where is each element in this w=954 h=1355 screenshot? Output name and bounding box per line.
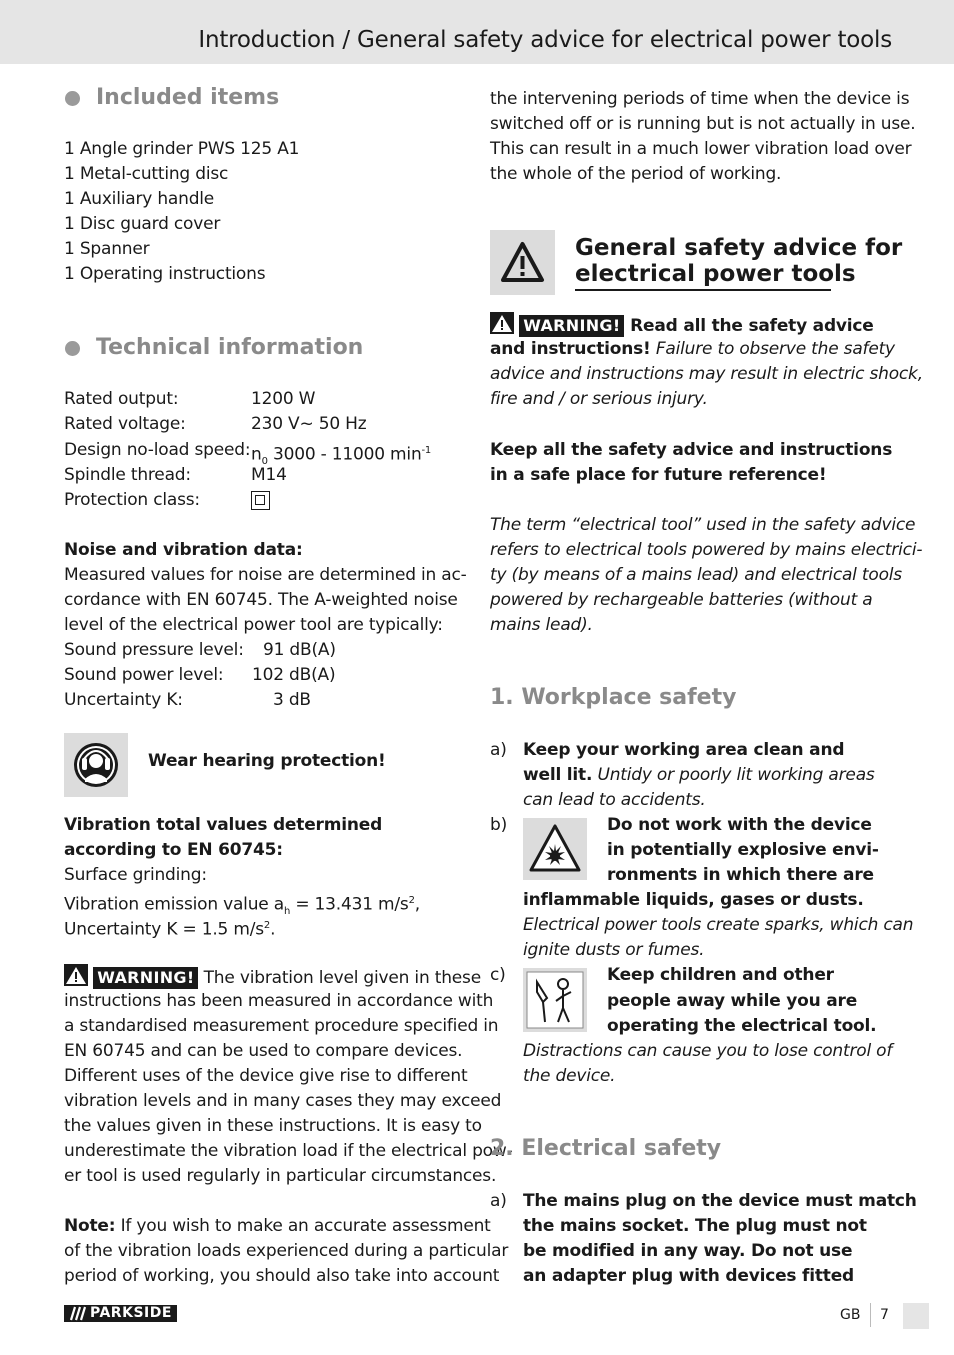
vibration-heading: Vibration total values determined — [64, 815, 383, 835]
heading-underline — [575, 289, 831, 291]
list-text: can lead to accidents. — [523, 790, 706, 810]
spec-label: Rated voltage: — [64, 414, 186, 434]
spec-value: 230 V~ 50 Hz — [251, 414, 367, 434]
spec-label: Protection class: — [64, 490, 200, 510]
list-text: ronments in which there are — [607, 865, 874, 885]
hearing-protection-icon — [64, 733, 128, 797]
list-text: in potentially explosive envi- — [607, 840, 879, 860]
noise-value: 91 dB(A) — [263, 640, 336, 660]
keep-advice-line: Keep all the safety advice and instructions — [490, 440, 893, 460]
list-text: be modified in any way. Do not use — [523, 1241, 853, 1261]
note-paragraph: Note: If you wish to make an accurate assessment — [64, 1216, 491, 1236]
intro-line: the whole of the period of working. — [490, 164, 782, 184]
workplace-safety-heading: 1. Workplace safety — [490, 685, 737, 710]
list-label: a) — [490, 740, 507, 760]
intro-line: This can result in a much lower vibration load over — [490, 139, 912, 159]
keep-advice-line: in a safe place for future reference! — [490, 465, 827, 485]
list-text: Distractions can cause you to lose control of — [523, 1041, 893, 1061]
list-text: Electrical power tools create sparks, which can — [523, 915, 914, 935]
note-line: of the vibration loads experienced during a particular — [64, 1241, 509, 1261]
included-item: 1 Spanner — [64, 239, 150, 259]
vibration-line: Vibration emission value $a_h = 13.431$ $m/s^2$, — [64, 894, 420, 918]
warning-label: WARNING! — [519, 315, 624, 337]
list-text: inflammable liquids, gases or dusts. — [523, 890, 864, 910]
noise-label: Sound pressure level: — [64, 640, 244, 660]
page-number: 7 — [880, 1307, 889, 1323]
warning-line: instructions has been measured in accordance with — [64, 991, 494, 1011]
warning-line: fire and / or serious injury. — [490, 389, 708, 409]
list-text: operating the electrical tool. — [607, 1016, 877, 1036]
warning-icon — [490, 312, 514, 334]
list-text: well lit. Untidy or poorly lit working areas — [523, 765, 875, 785]
list-text: The mains plug on the device must match — [523, 1191, 917, 1211]
general-safety-heading: electrical power tools — [575, 261, 856, 287]
warning-triangle-icon — [490, 230, 555, 295]
included-item: 1 Angle grinder PWS 125 A1 — [64, 139, 300, 159]
footer-tab — [903, 1303, 929, 1329]
included-item: 1 Auxiliary handle — [64, 189, 215, 209]
noise-value: 102 dB(A) — [252, 665, 336, 685]
list-text: Keep your working area clean and — [523, 740, 845, 760]
section-bullet — [65, 91, 80, 106]
warning-paragraph: WARNING! Read all the safety advice — [490, 312, 874, 339]
list-text: Keep children and other — [607, 965, 834, 985]
term-line: ty (by means of a mains lead) and electrical tools — [490, 565, 902, 585]
technical-info-heading: Technical information — [96, 335, 364, 360]
warning-line: Different uses of the device give rise to different — [64, 1066, 468, 1086]
explosion-hazard-icon — [523, 818, 587, 880]
noise-heading: Noise and vibration data: — [64, 540, 303, 560]
list-label: b) — [490, 815, 508, 835]
note-line: period of working, you should also take into account — [64, 1266, 500, 1286]
vibration-heading: according to EN 60745: — [64, 840, 283, 860]
list-text: Do not work with the device — [607, 815, 872, 835]
spec-value: 1200 W — [251, 389, 316, 409]
term-line: mains lead). — [490, 615, 593, 635]
electrical-safety-heading: 2. Electrical safety — [490, 1136, 722, 1161]
warning-paragraph: WARNING! The vibration level given in these — [64, 964, 481, 991]
spec-label: Spindle thread: — [64, 465, 191, 485]
vibration-line: Uncertainty K = 1.5 $m/s^2$. — [64, 919, 276, 940]
noise-line: cordance with EN 60745. The A-weighted noise — [64, 590, 458, 610]
list-text: an adapter plug with devices fitted — [523, 1266, 855, 1286]
included-item: 1 Disc guard cover — [64, 214, 221, 234]
included-items-heading: Included items — [96, 85, 280, 110]
spec-value-speed: $n_0$ 3000 - 11000 $\min^{-1}$ — [251, 444, 432, 468]
protection-class-icon — [251, 491, 270, 510]
noise-line: Measured values for noise are determined in ac- — [64, 565, 467, 585]
warning-line: er tool is used regularly in particular circumstances. — [64, 1166, 497, 1186]
warning-icon — [64, 964, 88, 986]
keep-children-away-icon — [523, 968, 587, 1032]
list-label: a) — [490, 1191, 507, 1211]
warning-line: advice and instructions may result in electric shock, — [490, 364, 923, 384]
term-line: powered by rechargeable batteries (without a — [490, 590, 873, 610]
page-title: Introduction / General safety advice for electrical power tools — [198, 27, 892, 53]
noise-line: level of the electrical power tool are typically: — [64, 615, 443, 635]
list-text: the device. — [523, 1066, 616, 1086]
warning-line: underestimate the vibration load if the electrical pow- — [64, 1141, 513, 1161]
list-text: people away while you are — [607, 991, 858, 1011]
parkside-logo: PARKSIDE — [64, 1305, 177, 1322]
noise-label: Uncertainty K: — [64, 690, 183, 710]
list-label: c) — [490, 965, 506, 985]
spec-label: Rated output: — [64, 389, 179, 409]
spec-value: M14 — [251, 465, 287, 485]
term-line: refers to electrical tools powered by mains electrici- — [490, 540, 923, 560]
warning-label: WARNING! — [93, 967, 198, 989]
section-bullet — [65, 341, 80, 356]
noise-label: Sound power level: — [64, 665, 224, 685]
vibration-line: Surface grinding: — [64, 865, 207, 885]
warning-line: EN 60745 and can be used to compare devices. — [64, 1041, 463, 1061]
list-text: ignite dusts or fumes. — [523, 940, 705, 960]
list-text: the mains socket. The plug must not — [523, 1216, 867, 1236]
intro-line: the intervening periods of time when the device is — [490, 89, 910, 109]
warning-line: and instructions! Failure to observe the safety — [490, 339, 895, 359]
general-safety-heading: General safety advice for — [575, 235, 903, 261]
noise-value: 3 dB — [273, 690, 311, 710]
language-code: GB — [840, 1307, 861, 1323]
included-item: 1 Metal-cutting disc — [64, 164, 229, 184]
term-line: The term “electrical tool” used in the safety advice — [490, 515, 916, 535]
spec-label: Design no-load speed: — [64, 440, 251, 460]
footer-divider — [870, 1303, 871, 1327]
included-item: 1 Operating instructions — [64, 264, 266, 284]
intro-line: switched off or is running but is not actually in use. — [490, 114, 916, 134]
warning-line: the values given in these instructions. It is easy to — [64, 1116, 482, 1136]
hearing-protection-text: Wear hearing protection! — [148, 751, 386, 771]
warning-line: vibration levels and in many cases they may exceed — [64, 1091, 502, 1111]
warning-line: a standardised measurement procedure specified in — [64, 1016, 499, 1036]
